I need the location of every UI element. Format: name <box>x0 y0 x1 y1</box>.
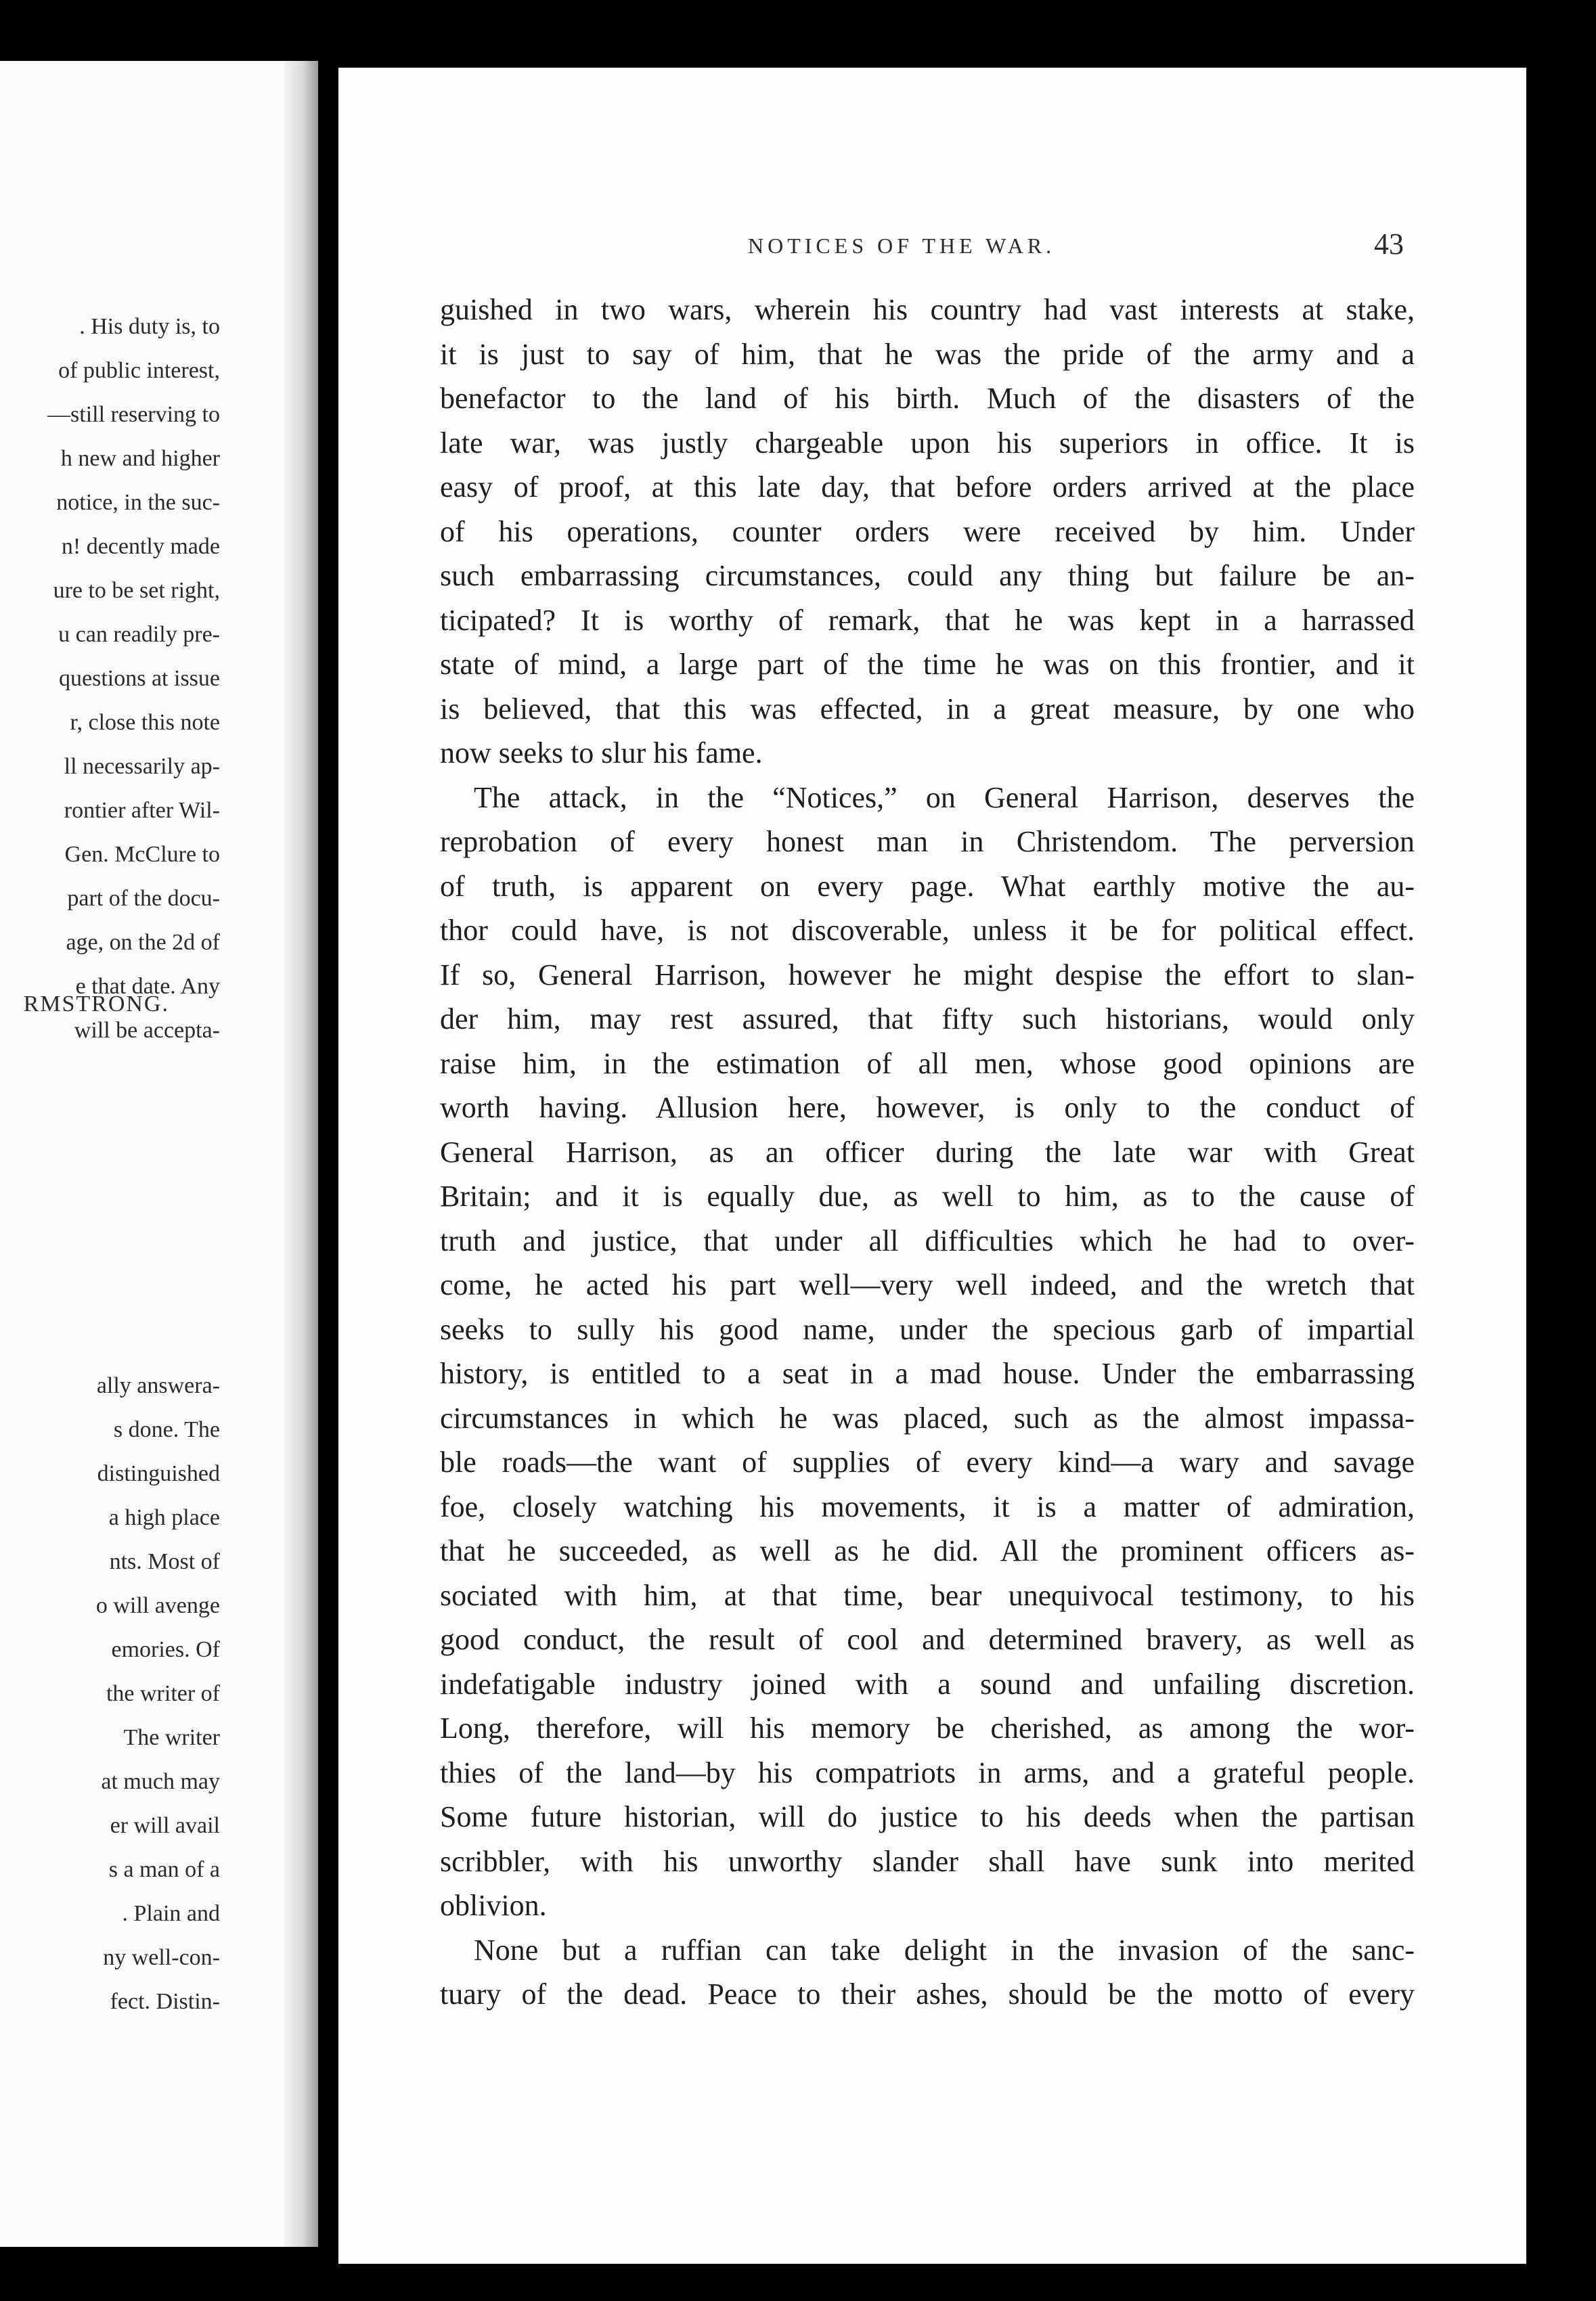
text-line: good conduct, the result of cool and determined bravery, as well as <box>440 1623 1415 1656</box>
left-page-line: ny well-con- <box>103 1945 220 1970</box>
text-line: ble roads—the want of supplies of every kind—a wary and savage <box>440 1446 1415 1479</box>
left-page-line: of public interest, <box>58 358 220 383</box>
text-line: General Harrison, as an officer during the late war with Great <box>440 1135 1415 1169</box>
left-page-line: s done. The <box>113 1417 220 1442</box>
text-line: Britain; and it is equally due, as well to him, as to the cause of <box>440 1180 1415 1213</box>
left-page-line: —still reserving to <box>47 402 220 427</box>
text-line: is believed, that this was effected, in a great measure, by one who <box>440 692 1415 725</box>
text-line: guished in two wars, wherein his country had vast interests at stake, <box>440 293 1415 326</box>
text-line: thor could have, is not discoverable, unless it be for political effect. <box>440 914 1415 947</box>
paragraph <box>440 776 1415 1928</box>
left-page-line: nts. Most of <box>109 1549 220 1574</box>
text-line: easy of proof, at this late day, that before orders arrived at the place <box>440 470 1415 504</box>
left-page-line: . His duty is, to <box>79 314 220 339</box>
left-page-line: Gen. McClure to <box>64 842 220 867</box>
left-page-line: age, on the 2d of <box>66 930 220 955</box>
text-line: of truth, is apparent on every page. What earthly motive the au- <box>440 869 1415 903</box>
left-page-line: The writer <box>123 1725 220 1750</box>
text-line: reprobation of every honest man in Christendom. The perversion <box>440 825 1415 858</box>
page-number: 43 <box>1374 227 1404 261</box>
left-page-line: . Plain and <box>122 1901 220 1926</box>
text-line: it is just to say of him, that he was the pride of the army and a <box>440 337 1415 371</box>
left-page-line: s a man of a <box>108 1857 220 1882</box>
text-line: foe, closely watching his movements, it is a matter of admiration, <box>440 1490 1415 1523</box>
text-line: If so, General Harrison, however he might despise the effort to slan- <box>440 958 1415 991</box>
paragraph <box>440 288 1415 776</box>
left-page-line: er will avail <box>110 1813 220 1838</box>
left-page-signature: RMSTRONG. <box>23 991 169 1017</box>
left-page-line: part of the docu- <box>67 886 220 911</box>
text-line: oblivion. <box>440 1889 547 1922</box>
left-page-line: ure to be set right, <box>53 578 220 603</box>
left-page-line: emories. Of <box>111 1637 220 1662</box>
text-line: benefactor to the land of his birth. Much of the disasters of the <box>440 382 1415 415</box>
text-line: such embarrassing circumstances, could any thing but failure be an- <box>440 559 1415 592</box>
text-line: history, is entitled to a seat in a mad house. Under the embarrassing <box>440 1357 1415 1390</box>
page-header <box>338 227 1526 267</box>
text-line: None but a ruffian can take delight in the invasion of the sanc- <box>474 1933 1415 1967</box>
left-page-line: h new and higher <box>60 446 220 471</box>
book-gutter-shadow <box>284 61 318 2247</box>
text-line: Some future historian, will do justice to his deeds when the partisan <box>440 1800 1415 1833</box>
text-line: come, he acted his part well—very well indeed, and the wretch that <box>440 1268 1415 1301</box>
right-page <box>338 68 1526 2264</box>
left-page-line: notice, in the suc- <box>56 490 220 515</box>
left-page-line: u can readily pre- <box>58 622 220 647</box>
left-page-line: at much may <box>101 1769 220 1794</box>
text-line: scribbler, with his unworthy slander shall have sunk into merited <box>440 1844 1415 1878</box>
left-page-line: ally answera- <box>96 1373 220 1398</box>
text-line: Long, therefore, will his memory be cherished, as among the wor- <box>440 1712 1415 1745</box>
left-page-line: o will avenge <box>95 1593 220 1618</box>
left-page-line: distinguished <box>97 1461 220 1486</box>
left-page-line: n! decently made <box>61 534 220 559</box>
left-page-fragment <box>0 61 318 2247</box>
text-line: worth having. Allusion here, however, is only to the conduct of <box>440 1091 1415 1124</box>
text-line: circumstances in which he was placed, such as the almost impassa- <box>440 1401 1415 1435</box>
running-head: NOTICES OF THE WAR. <box>748 233 1056 258</box>
left-page-line: ll necessarily ap- <box>64 754 220 779</box>
text-line: der him, may rest assured, that fifty such historians, would only <box>440 1002 1415 1035</box>
text-line: of his operations, counter orders were received by him. Under <box>440 514 1415 548</box>
text-line: ticipated? It is worthy of remark, that he was kept in a harrassed <box>440 603 1415 637</box>
left-page-line: r, close this note <box>70 710 220 735</box>
text-line: raise him, in the estimation of all men, whose good opinions are <box>440 1046 1415 1080</box>
text-line: indefatigable industry joined with a sound and unfailing discretion. <box>440 1667 1415 1701</box>
left-page-bottom-text <box>0 1364 220 2024</box>
paragraph <box>440 1928 1415 2017</box>
left-page-line: questions at issue <box>59 666 220 691</box>
text-line: sociated with him, at that time, bear unequivocal testimony, to his <box>440 1578 1415 1612</box>
left-page-top-text <box>0 305 220 1052</box>
left-page-line: e that date. Any <box>75 974 220 999</box>
left-page-line: will be accepta- <box>74 1018 220 1043</box>
text-line: seeks to sully his good name, under the specious garb of impartial <box>440 1312 1415 1346</box>
body-text <box>440 288 1415 2017</box>
left-page-line: fect. Distin- <box>110 1989 220 2014</box>
left-page-line: a high place <box>108 1505 220 1530</box>
left-page-line: rontier after Wil- <box>64 798 220 823</box>
text-line: that he succeeded, as well as he did. All the prominent officers as- <box>440 1534 1415 1567</box>
text-line: tuary of the dead. Peace to their ashes, should be the motto of every <box>440 1978 1415 2011</box>
text-line: thies of the land—by his compatriots in arms, and a grateful people. <box>440 1756 1415 1789</box>
text-line: late war, was justly chargeable upon his superiors in office. It is <box>440 426 1415 460</box>
text-line: now seeks to slur his fame. <box>440 736 763 769</box>
text-line: truth and justice, that under all difficulties which he had to over- <box>440 1224 1415 1257</box>
text-line: state of mind, a large part of the time he was on this frontier, and it <box>440 648 1415 681</box>
text-line: The attack, in the “Notices,” on General Harrison, deserves the <box>474 780 1415 814</box>
left-page-line: the writer of <box>106 1681 220 1706</box>
